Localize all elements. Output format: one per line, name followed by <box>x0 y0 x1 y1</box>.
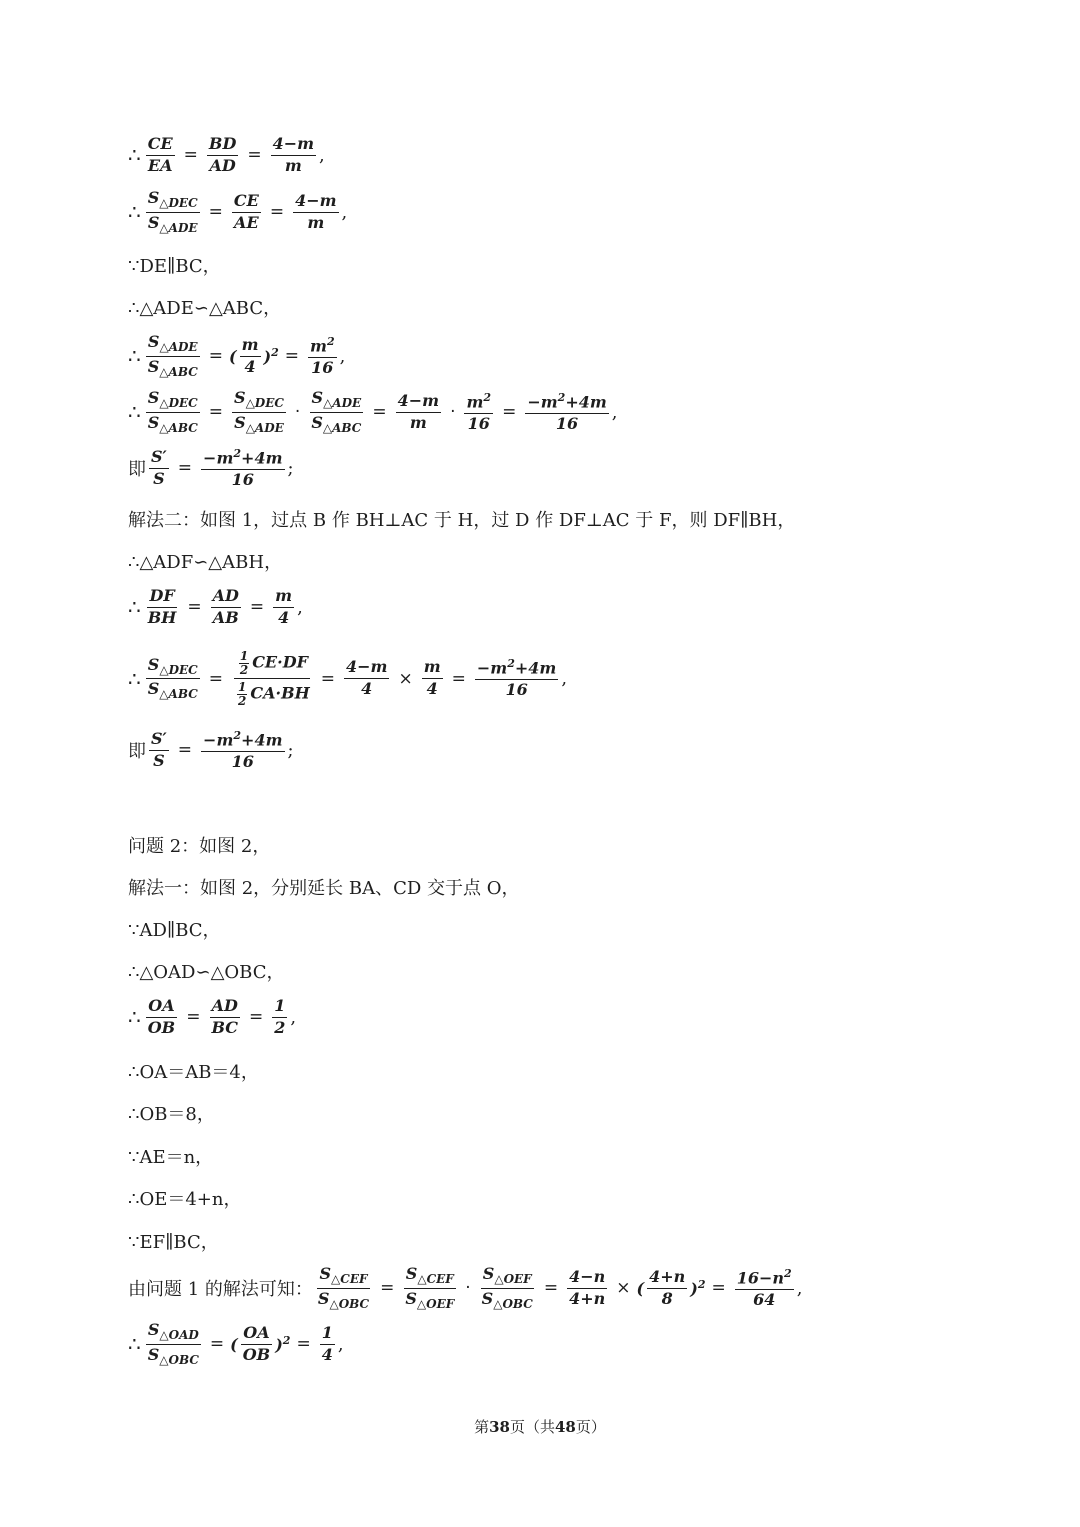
page-number: 38 <box>489 1418 510 1436</box>
line-20: ∵AE＝n， <box>128 1147 214 1168</box>
line-8: 解法二：如图 1，过点 B 作 BH⊥AC 于 H，过 D 作 DF⊥AC 于 F，则 DF∥BH， <box>128 510 796 531</box>
line-18: ∴OA＝AB＝4， <box>128 1062 259 1083</box>
line-10: ∴ $\frac{DF}{BH}$ = $\frac{AD}{AB}$ = $\frac{m}{4}$ , <box>128 586 303 627</box>
line-5: ∴ $\frac{S_{\triangle ADE}}{S_{\triangle ABC}}$ = ( $\frac{m}{4}$ )$^2$ = $\frac{m^2}{16}$ , <box>128 332 346 379</box>
line-4: ∴△ADE∽△ABC， <box>128 298 282 319</box>
line-12: 即 $\frac{S'}{S}$ = $\frac{-m^2+4m}{16}$ ; <box>128 729 294 772</box>
line-11: ∴ $\frac{S_{\triangle DEC}}{S_{\triangle ABC}}$ = $\frac{1}{2}$ CE·DF $\frac{1}{2}$ CA·BH = $\frac{4-m}{4}$ × $\frac{m}{4}$ = $\frac{-m^2+4m}{16}$ , <box>128 649 568 708</box>
line-15: ∵AD∥BC， <box>128 920 221 941</box>
line-24: ∴ $\frac{S_{\triangle OAD}}{S_{\triangle OBC}}$ = ( $\frac{OA}{OB}$ )$^2$ = $\frac{1}{4}$ , <box>128 1320 344 1367</box>
line-9: ∴△ADF∽△ABH， <box>128 552 283 573</box>
line-13: 问题 2：如图 2， <box>128 836 271 857</box>
therefore-symbol: ∴ <box>128 143 141 168</box>
line-7: 即 $\frac{S'}{S}$ = $\frac{-m^2+4m}{16}$ ; <box>128 447 294 490</box>
line-19: ∴OB＝8， <box>128 1104 215 1125</box>
line-3: ∵DE∥BC， <box>128 256 221 277</box>
line-17: ∴ $\frac{OA}{OB}$ = $\frac{AD}{BC}$ = $\frac{1}{2}$ , <box>128 996 297 1037</box>
line-14: 解法一：如图 2，分别延长 BA、CD 交于点 O， <box>128 878 520 899</box>
line-21: ∴OE＝4+n， <box>128 1189 242 1210</box>
line-16: ∴△OAD∽△OBC， <box>128 962 285 983</box>
line-2: ∴ $\frac{S_{\triangle DEC}}{S_{\triangle ADE}}$ = $\frac{CE}{AE}$ = $\frac{4-m}{m}$ , <box>128 188 348 235</box>
page-footer: 第38页（共48页） <box>474 1418 606 1436</box>
page-total: 48 <box>555 1418 576 1436</box>
line-22: ∵EF∥BC， <box>128 1232 219 1253</box>
line-1: ∴ $\frac{CE}{EA}$ = $\frac{BD}{AD}$ = $\frac{4-m}{m}$ , <box>128 134 325 175</box>
line-6: ∴ $\frac{S_{\triangle DEC}}{S_{\triangle ABC}}$ = $\frac{S_{\triangle DEC}}{S_{\triangle ADE}}$ · $\frac{S_{\triangle ADE}}{S_{\triangle ABC}}$ = $\frac{4-m}{m}$ · $\frac{m^2}{16}$ = $\frac{-m^2+4m}{16}$ , <box>128 388 618 435</box>
line-23: 由问题 1 的解法可知： $\frac{S_{\triangle CEF}}{S_{\triangle OBC}}$ = $\frac{S_{\triangle CEF}}{S_{\triangle OEF}}$ · $\frac{S_{\triangle OEF}}{S_{\triangle OBC}}$ = $\frac{4-n}{4+n}$ × ( $\frac{4+n}{8}$ )$^2$ = $\frac{16-n^2}{64}$ , <box>128 1264 803 1311</box>
